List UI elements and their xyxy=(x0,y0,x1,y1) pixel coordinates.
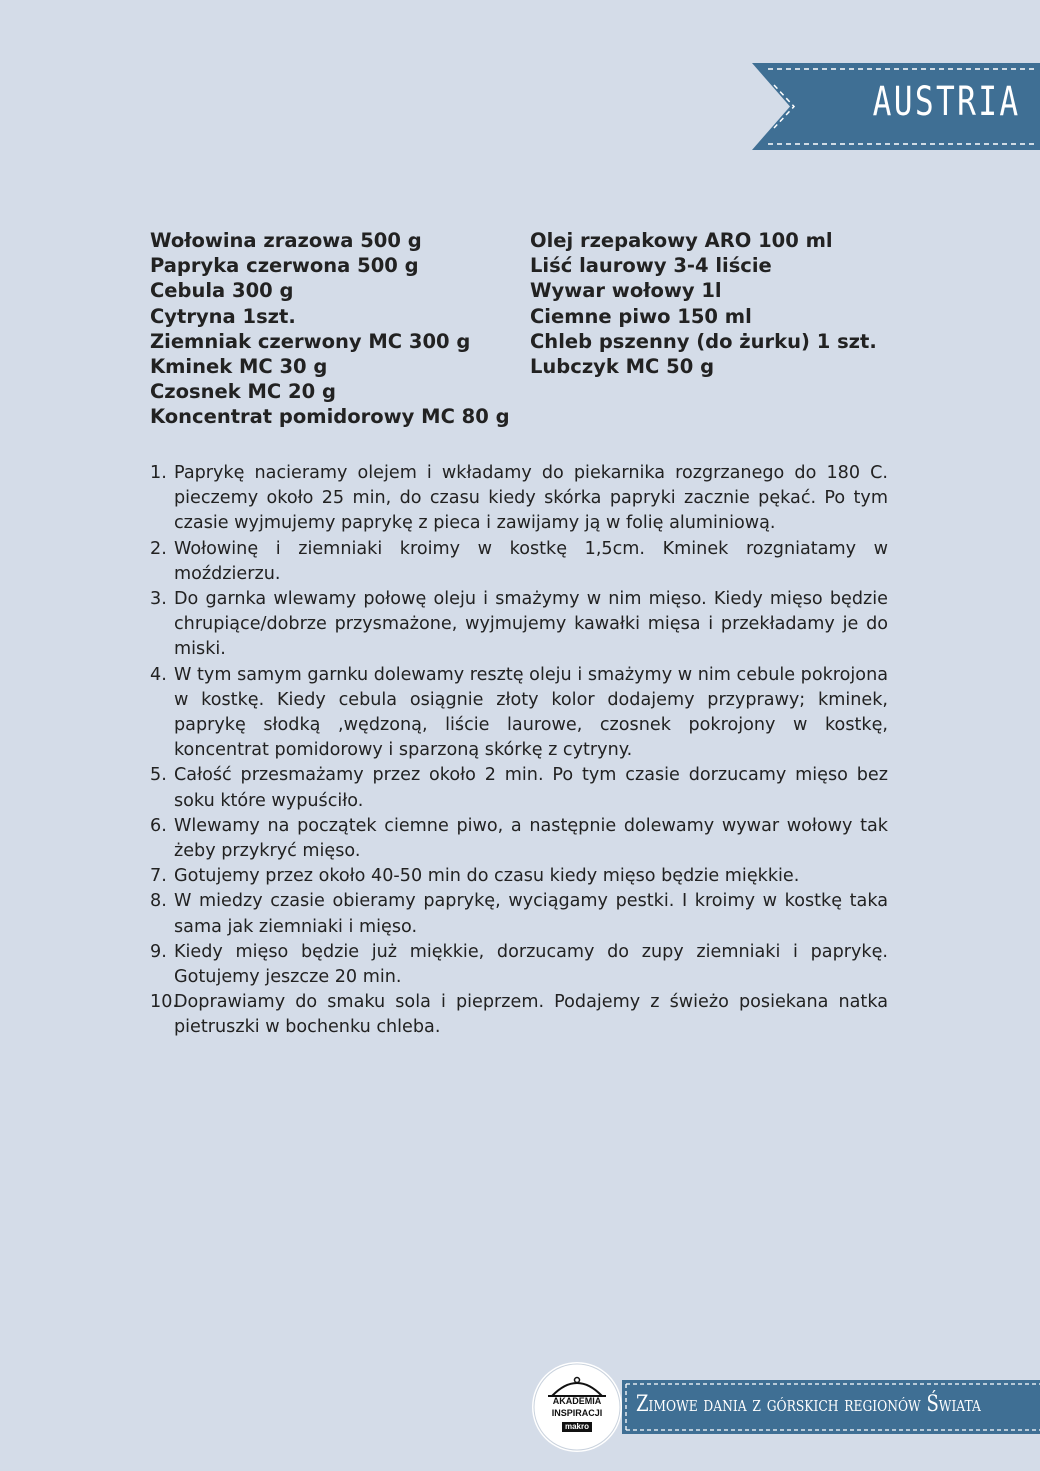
step-item xyxy=(150,763,888,813)
ingredients-left xyxy=(150,228,510,430)
ingredient-item: Chleb pszenny (do żurku) 1 szt. xyxy=(530,329,877,353)
ingredient-item: Wołowina zrazowa 500 g xyxy=(150,229,422,252)
step-text: Wlewamy na początek ciemne piwo, a następnie dolewamy wywar wołowy tak żeby przykryć mięso. xyxy=(174,815,888,862)
logo-brand: makro xyxy=(562,1422,592,1432)
step-number: 5. xyxy=(150,765,167,786)
step-number: 8. xyxy=(150,891,167,912)
step-item xyxy=(150,814,888,864)
ingredients-right xyxy=(530,228,890,379)
ingredient-item: Lubczyk MC 50 g xyxy=(530,355,715,379)
step-number: 10. xyxy=(150,992,178,1013)
step-item xyxy=(150,537,888,587)
step-number: 2. xyxy=(150,538,167,559)
ingredient-item: Kminek MC 30 g xyxy=(150,355,328,379)
ingredient-item: Czosnek MC 20 g xyxy=(150,380,336,404)
step-number: 3. xyxy=(150,589,167,610)
step-text: Całość przesmażamy przez około 2 min. Po tym czasie dorzucamy mięso bez soku które wypuściło. xyxy=(174,765,888,811)
logo-line-2: INSPIRACJI xyxy=(551,1408,603,1418)
logo-line-1: AKADEMIA xyxy=(552,1396,602,1406)
step-number: 6. xyxy=(150,815,167,836)
country-ribbon xyxy=(752,63,1040,150)
step-text: Doprawiamy do smaku sola i pieprzem. Podajemy z świeżo posiekana natka pietruszki w bochenku chleba. xyxy=(174,992,888,1038)
step-text: W tym samym garnku dolewamy resztę oleju i smażymy w nim cebule pokrojona w kostkę. Kiedy cebula osiągnie złoty kolor dodajemy przyprawy; kminek, paprykę słodką ,wędzoną, liście laurowe, czosnek pokrojony w kostkę, koncentrat pomidorowy i sparzoną skórkę z cytryny. xyxy=(174,664,888,761)
step-item xyxy=(150,990,888,1040)
step-text: Gotujemy przez około 40-50 min do czasu kiedy mięso będzie miękkie. xyxy=(174,866,800,887)
step-text: W miedzy czasie obieramy paprykę, wyciągamy pestki. I kroimy w kostkę taka sama jak ziemniaki i mięso. xyxy=(174,891,888,937)
step-number: 9. xyxy=(150,941,167,962)
akademia-inspiracji-logo xyxy=(532,1362,622,1452)
footer-band xyxy=(622,1380,1040,1434)
step-item xyxy=(150,587,888,663)
ingredient-item: Liść laurowy 3-4 liście xyxy=(530,254,772,278)
footer-tagline: Zimowe dania z górskich regionów Świata xyxy=(636,1392,981,1417)
step-text: Wołowinę i ziemniaki kroimy w kostkę 1,5cm. Kminek rozgniatamy w moździerzu. xyxy=(174,538,888,584)
ingredient-item: Papryka czerwona 500 g xyxy=(150,254,419,278)
step-number: 1. xyxy=(150,463,167,483)
step-item xyxy=(150,864,888,889)
step-item xyxy=(150,889,888,939)
step-text: Do garnka wlewamy połowę oleju i smażymy w nim mięso. Kiedy mięso będzie chrupiące/dobrze przysmażone, wyjmujemy kawałki mięsa i przekładamy je do miski. xyxy=(174,589,888,660)
ingredient-item: Olej rzepakowy ARO 100 ml xyxy=(530,229,833,252)
step-item xyxy=(150,663,888,764)
step-item xyxy=(150,940,888,990)
ingredient-item: Ziemniak czerwony MC 300 g xyxy=(150,329,471,353)
cloche-icon xyxy=(532,1362,622,1452)
ingredient-item: Cebula 300 g xyxy=(150,279,294,303)
step-number: 7. xyxy=(150,866,167,887)
recipe-steps xyxy=(150,461,888,1041)
step-number: 4. xyxy=(150,664,167,685)
ingredient-item: Wywar wołowy 1l xyxy=(530,279,722,303)
step-text: Kiedy mięso będzie już miękkie, dorzucamy do zupy ziemniaki i paprykę. Gotujemy jeszcze 20 min. xyxy=(174,941,888,988)
step-text: Paprykę nacieramy olejem i wkładamy do piekarnika rozgrzanego do 180 C. pieczemy około 25 min, do czasu kiedy skórka papryki zacznie pękać. Po tym czasie wyjmujemy paprykę z pieca i zawijamy ją w folię aluminiową. xyxy=(174,463,888,534)
ingredient-item: Ciemne piwo 150 ml xyxy=(530,304,752,328)
ingredient-item: Cytryna 1szt. xyxy=(150,304,296,328)
step-item xyxy=(150,461,888,537)
country-title: AUSTRIA xyxy=(872,79,1021,125)
ingredient-item: Koncentrat pomidorowy MC 80 g xyxy=(150,405,510,429)
